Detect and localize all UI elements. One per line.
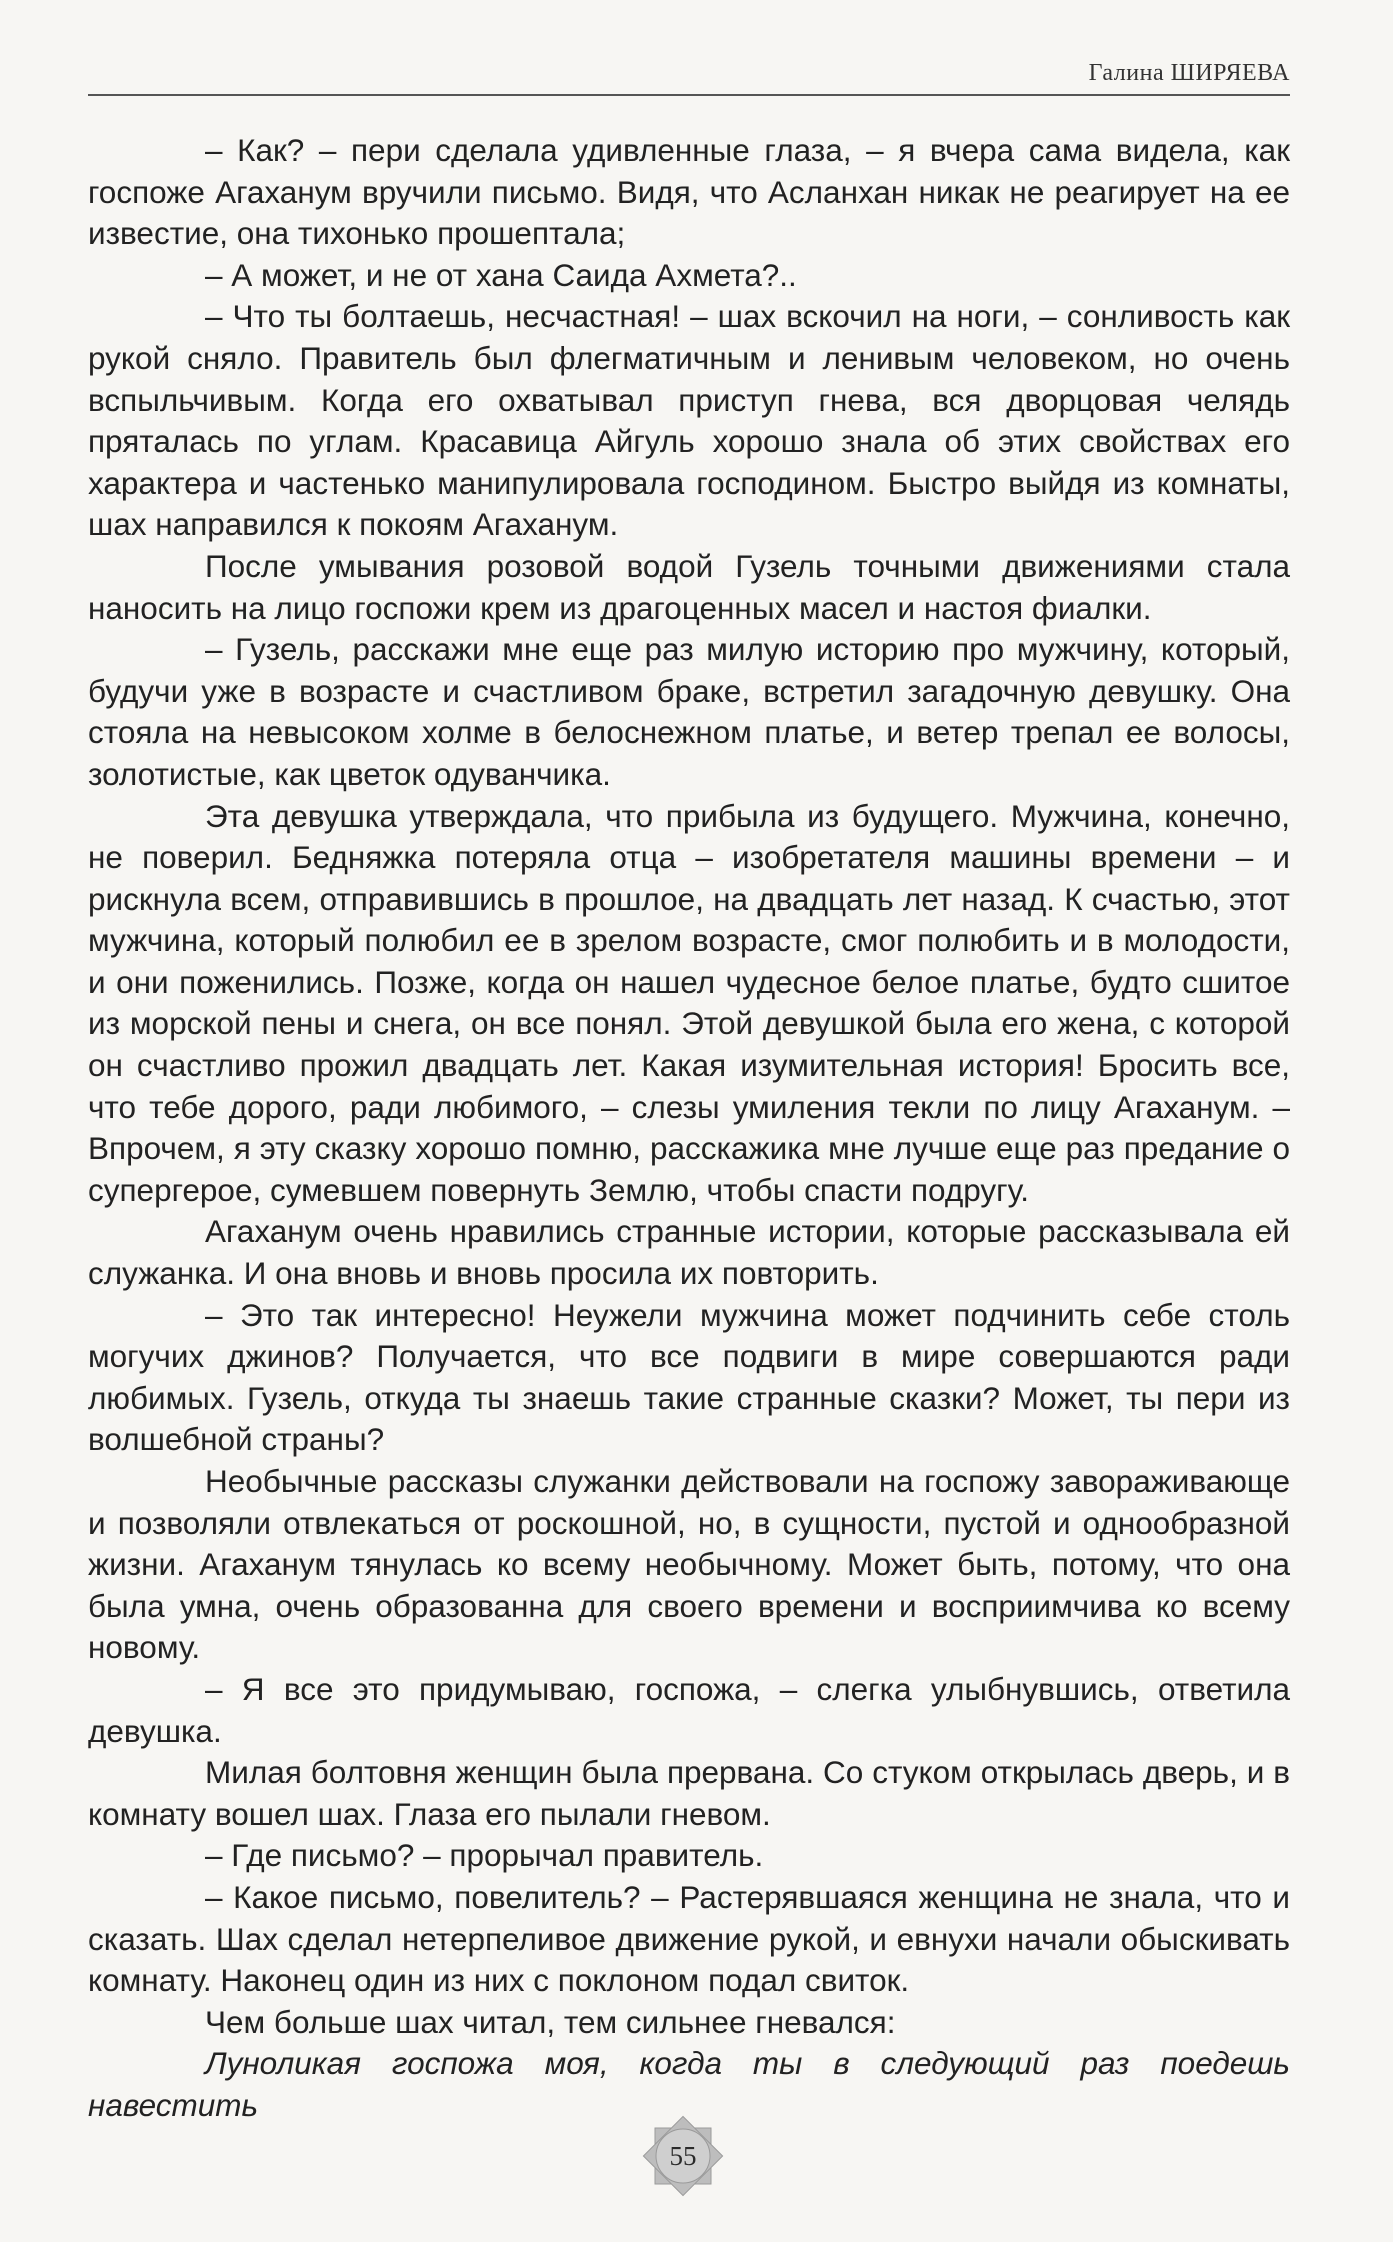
- paragraph: – Что ты болтаешь, несчастная! – шах вскочил на ноги, – сонливость как рукой сняло. Правитель был флегматичным и ленивым человеком, но очень вспыльчивым. Когда его охватывал приступ гнева, вся дворцовая челядь пряталась по углам. Красавица Айгуль хорошо знала об этих свойствах его характера и частенько манипулировала господином. Быстро выйдя из комнаты, шах направился к покоям Агаханум.: [88, 298, 1290, 543]
- header-rule: [88, 94, 1290, 96]
- paragraph: Необычные рассказы служанки действовали на госпожу завораживающе и позволяли отвлекаться от роскошной, но, в сущности, пустой и однообразной жизни. Агаханум тянулась ко всему необычному. Может быть, потому, что она была умна, очень образованна для своего времени и восприимчива ко всему новому.: [88, 1463, 1290, 1666]
- paragraph: Чем больше шах читал, тем сильнее гневался:: [205, 2003, 896, 2040]
- page-number-badge: [635, 2108, 731, 2204]
- paragraph: Милая болтовня женщин была прервана. Со стуком открылась дверь, и в комнату вошел шах. Глаза его пылали гневом.: [88, 1754, 1290, 1832]
- book-text: [88, 130, 1290, 2127]
- running-header: [88, 60, 1290, 100]
- paragraph: – Я все это придумываю, госпожа, – слегка улыбнувшись, ответила девушка.: [88, 1670, 1290, 1749]
- header-author: Галина ШИРЯЕВА: [1088, 60, 1290, 86]
- paragraph: После умывания розовой водой Гузель точными движениями стала наносить на лицо госпожи крем из драгоценных масел и настоя фиалки.: [88, 547, 1290, 626]
- page-number: 55: [669, 2141, 697, 2171]
- paragraph: – Какое письмо, повелитель? – Растерявшаяся женщина не знала, что и сказать. Шах сделал нетерпеливое движение рукой, и евнухи начали обыскивать комнату. Наконец один из них с поклоном подал свиток.: [88, 1878, 1290, 1999]
- paragraph: – Это так интересно! Неужели мужчина может подчинить себе столь могучих джинов? Получается, что все подвиги в мире совершаются ради любимых. Гузель, откуда ты знаешь такие странные сказки? Может, ты пери из волшебной страны?: [88, 1296, 1290, 1458]
- paragraph: – Как? – пери сделала удивленные глаза, – я вчера сама видела, как госпоже Агаханум вручили письмо. Видя, что Асланхан никак не реагирует на ее известие, она тихонько прошептала;: [88, 132, 1290, 252]
- paragraph: – А может, и не от хана Саида Ахмета?..: [205, 256, 797, 293]
- paragraph: Эта девушка утверждала, что прибыла из будущего. Мужчина, конечно, не поверил. Бедняжка потеряла отца – изобретателя машины времени – и рискнула всем, отправившись в прошлое, на двадцать лет назад. К счастью, этот мужчина, который полюбил ее в зрелом возрасте, смог полюбить и в молодости, и они поженились. Позже, когда он нашел чудесное белое платье, будто сшитое из морской пены и снега, он все понял. Этой девушкой была его жена, с которой он счастливо прожил двадцать лет. Какая изумительная история! Бросить все, что тебе дорого, ради любимого, – слезы умиления текли по лицу Агаханум. – Впрочем, я эту сказку хорошо помню, расскажика мне лучше еще раз предание о супергерое, сумевшем повернуть Землю, чтобы спасти подругу.: [88, 797, 1290, 1208]
- paragraph: – Где письмо? – прорычал правитель.: [205, 1837, 764, 1874]
- paragraph-italic: Луноликая госпожа моя, когда ты в следующий раз поедешь навестить: [88, 2045, 1290, 2123]
- paragraph: – Гузель, расскажи мне еще раз милую историю про мужчину, который, будучи уже в возрасте и счастливом браке, встретил загадочную девушку. Она стояла на невысоком холме в белоснежном платье, и ветер трепал ее волосы, золотистые, как цветок одуванчика.: [88, 631, 1290, 792]
- paragraph: Агаханум очень нравились странные истории, которые рассказывала ей служанка. И она вновь и вновь просила их повторить.: [88, 1213, 1290, 1292]
